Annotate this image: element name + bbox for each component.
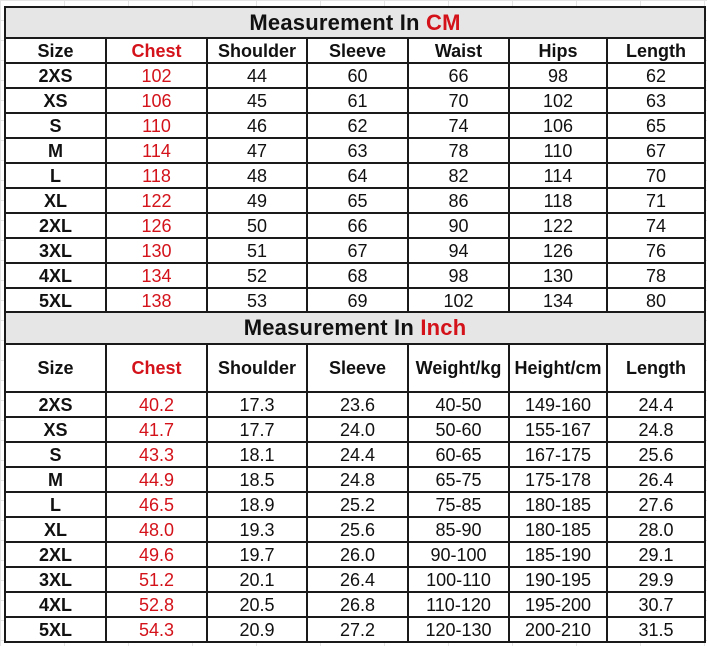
column-header: Hips (509, 38, 607, 63)
column-header: Length (607, 344, 705, 392)
column-header: Shoulder (207, 344, 307, 392)
table-cell: 155-167 (509, 417, 607, 442)
cm-table-title (5, 7, 705, 38)
column-header: Sleeve (307, 38, 408, 63)
table-cell: 75-85 (408, 492, 509, 517)
table-cell: 44 (207, 63, 307, 88)
table-cell: 25.2 (307, 492, 408, 517)
size-cell: 4XL (5, 263, 106, 288)
table-cell: 28.0 (607, 517, 705, 542)
table-cell: 53 (207, 288, 307, 313)
measurement-cm-table (4, 6, 706, 314)
table-cell: 24.0 (307, 417, 408, 442)
table-cell: 106 (509, 113, 607, 138)
table-cell: 126 (106, 213, 207, 238)
table-row (5, 467, 705, 492)
size-cell: 2XS (5, 392, 106, 417)
table-cell: 19.7 (207, 542, 307, 567)
table-cell: 120-130 (408, 617, 509, 642)
table-cell: 200-210 (509, 617, 607, 642)
table-row (5, 213, 705, 238)
column-header: Shoulder (207, 38, 307, 63)
table-cell: 29.1 (607, 542, 705, 567)
table-cell: 130 (509, 263, 607, 288)
size-cell: 5XL (5, 288, 106, 313)
table-cell: 65 (307, 188, 408, 213)
table-cell: 78 (607, 263, 705, 288)
size-cell: XS (5, 88, 106, 113)
table-row (5, 138, 705, 163)
table-cell: 180-185 (509, 492, 607, 517)
table-cell: 70 (408, 88, 509, 113)
table-cell: 24.4 (307, 442, 408, 467)
table-cell: 44.9 (106, 467, 207, 492)
table-cell: 26.4 (607, 467, 705, 492)
table-cell: 27.2 (307, 617, 408, 642)
table-cell: 110-120 (408, 592, 509, 617)
table-row (5, 113, 705, 138)
table-cell: 98 (509, 63, 607, 88)
table-cell: 48 (207, 163, 307, 188)
measurement-inch-table (4, 311, 706, 643)
table-row (5, 592, 705, 617)
table-cell: 62 (607, 63, 705, 88)
column-header: Size (5, 38, 106, 63)
table-cell: 122 (509, 213, 607, 238)
inch-title-prefix: Measurement In (243, 315, 421, 340)
table-cell: 100-110 (408, 567, 509, 592)
table-cell: 130 (106, 238, 207, 263)
table-cell: 40.2 (106, 392, 207, 417)
size-cell: L (5, 163, 106, 188)
table-cell: 65-75 (408, 467, 509, 492)
table-cell: 74 (408, 113, 509, 138)
table-cell: 60 (307, 63, 408, 88)
table-row (5, 238, 705, 263)
table-cell: 66 (307, 213, 408, 238)
size-cell: L (5, 492, 106, 517)
size-cell: XL (5, 517, 106, 542)
table-cell: 24.4 (607, 392, 705, 417)
table-cell: 70 (607, 163, 705, 188)
table-row (5, 288, 705, 313)
size-cell: 3XL (5, 238, 106, 263)
table-cell: 47 (207, 138, 307, 163)
table-cell: 67 (307, 238, 408, 263)
table-cell: 134 (509, 288, 607, 313)
inch-table-title (5, 312, 705, 344)
table-cell: 26.0 (307, 542, 408, 567)
table-cell: 190-195 (509, 567, 607, 592)
table-cell: 20.1 (207, 567, 307, 592)
column-header: Length (607, 38, 705, 63)
table-cell: 26.4 (307, 567, 408, 592)
table-cell: 138 (106, 288, 207, 313)
table-cell: 40-50 (408, 392, 509, 417)
table-cell: 19.3 (207, 517, 307, 542)
table-cell: 52.8 (106, 592, 207, 617)
table-cell: 126 (509, 238, 607, 263)
table-row (5, 163, 705, 188)
table-cell: 18.1 (207, 442, 307, 467)
table-cell: 25.6 (307, 517, 408, 542)
table-cell: 94 (408, 238, 509, 263)
table-cell: 62 (307, 113, 408, 138)
table-cell: 31.5 (607, 617, 705, 642)
table-cell: 20.5 (207, 592, 307, 617)
table-cell: 18.5 (207, 467, 307, 492)
table-cell: 50 (207, 213, 307, 238)
table-row (5, 617, 705, 642)
table-cell: 63 (307, 138, 408, 163)
size-cell: XL (5, 188, 106, 213)
table-cell: 41.7 (106, 417, 207, 442)
size-cell: 4XL (5, 592, 106, 617)
table-cell: 68 (307, 263, 408, 288)
table-cell: 20.9 (207, 617, 307, 642)
table-cell: 27.6 (607, 492, 705, 517)
table-cell: 51.2 (106, 567, 207, 592)
table-cell: 18.9 (207, 492, 307, 517)
table-cell: 134 (106, 263, 207, 288)
table-cell: 118 (509, 188, 607, 213)
table-cell: 80 (607, 288, 705, 313)
table-cell: 106 (106, 88, 207, 113)
column-header: Waist (408, 38, 509, 63)
table-cell: 67 (607, 138, 705, 163)
table-cell: 114 (106, 138, 207, 163)
size-cell: 5XL (5, 617, 106, 642)
table-cell: 114 (509, 163, 607, 188)
table-cell: 71 (607, 188, 705, 213)
table-cell: 175-178 (509, 467, 607, 492)
column-header: Sleeve (307, 344, 408, 392)
table-cell: 52 (207, 263, 307, 288)
table-cell: 26.8 (307, 592, 408, 617)
table-cell: 46.5 (106, 492, 207, 517)
table-cell: 180-185 (509, 517, 607, 542)
table-cell: 90-100 (408, 542, 509, 567)
table-cell: 49.6 (106, 542, 207, 567)
table-cell: 149-160 (509, 392, 607, 417)
table-cell: 85-90 (408, 517, 509, 542)
table-cell: 25.6 (607, 442, 705, 467)
table-cell: 110 (509, 138, 607, 163)
table-cell: 69 (307, 288, 408, 313)
table-cell: 48.0 (106, 517, 207, 542)
table-cell: 90 (408, 213, 509, 238)
table-cell: 78 (408, 138, 509, 163)
column-header: Height/cm (509, 344, 607, 392)
column-header: Weight/kg (408, 344, 509, 392)
table-row (5, 517, 705, 542)
size-cell: S (5, 442, 106, 467)
size-cell: S (5, 113, 106, 138)
table-cell: 50-60 (408, 417, 509, 442)
table-cell: 24.8 (307, 467, 408, 492)
size-cell: M (5, 467, 106, 492)
table-cell: 30.7 (607, 592, 705, 617)
table-cell: 61 (307, 88, 408, 113)
table-cell: 65 (607, 113, 705, 138)
table-cell: 102 (408, 288, 509, 313)
table-cell: 60-65 (408, 442, 509, 467)
table-cell: 86 (408, 188, 509, 213)
table-row (5, 417, 705, 442)
cm-title-unit: CM (426, 9, 461, 35)
table-row (5, 392, 705, 417)
size-cell: XS (5, 417, 106, 442)
size-cell: 3XL (5, 567, 106, 592)
column-header: Size (5, 344, 106, 392)
table-cell: 64 (307, 163, 408, 188)
table-cell: 45 (207, 88, 307, 113)
table-row (5, 442, 705, 467)
table-cell: 23.6 (307, 392, 408, 417)
cm-title-prefix: Measurement In (249, 9, 427, 35)
size-cell: 2XL (5, 542, 106, 567)
table-row (5, 492, 705, 517)
table-cell: 122 (106, 188, 207, 213)
table-row (5, 263, 705, 288)
table-cell: 118 (106, 163, 207, 188)
table-row (5, 542, 705, 567)
table-cell: 110 (106, 113, 207, 138)
table-cell: 102 (509, 88, 607, 113)
table-cell: 46 (207, 113, 307, 138)
table-row (5, 88, 705, 113)
size-cell: 2XS (5, 63, 106, 88)
table-row (5, 188, 705, 213)
table-cell: 63 (607, 88, 705, 113)
table-row (5, 63, 705, 88)
table-cell: 185-190 (509, 542, 607, 567)
table-cell: 49 (207, 188, 307, 213)
table-cell: 17.7 (207, 417, 307, 442)
column-header: Chest (106, 38, 207, 63)
table-cell: 43.3 (106, 442, 207, 467)
table-cell: 102 (106, 63, 207, 88)
table-cell: 29.9 (607, 567, 705, 592)
table-cell: 195-200 (509, 592, 607, 617)
inch-title-unit: Inch (420, 315, 467, 340)
column-header: Chest (106, 344, 207, 392)
table-cell: 98 (408, 263, 509, 288)
table-cell: 66 (408, 63, 509, 88)
table-cell: 167-175 (509, 442, 607, 467)
table-cell: 82 (408, 163, 509, 188)
table-cell: 51 (207, 238, 307, 263)
size-cell: 2XL (5, 213, 106, 238)
table-cell: 54.3 (106, 617, 207, 642)
table-cell: 74 (607, 213, 705, 238)
table-row (5, 567, 705, 592)
table-cell: 24.8 (607, 417, 705, 442)
size-cell: M (5, 138, 106, 163)
table-cell: 17.3 (207, 392, 307, 417)
table-cell: 76 (607, 238, 705, 263)
